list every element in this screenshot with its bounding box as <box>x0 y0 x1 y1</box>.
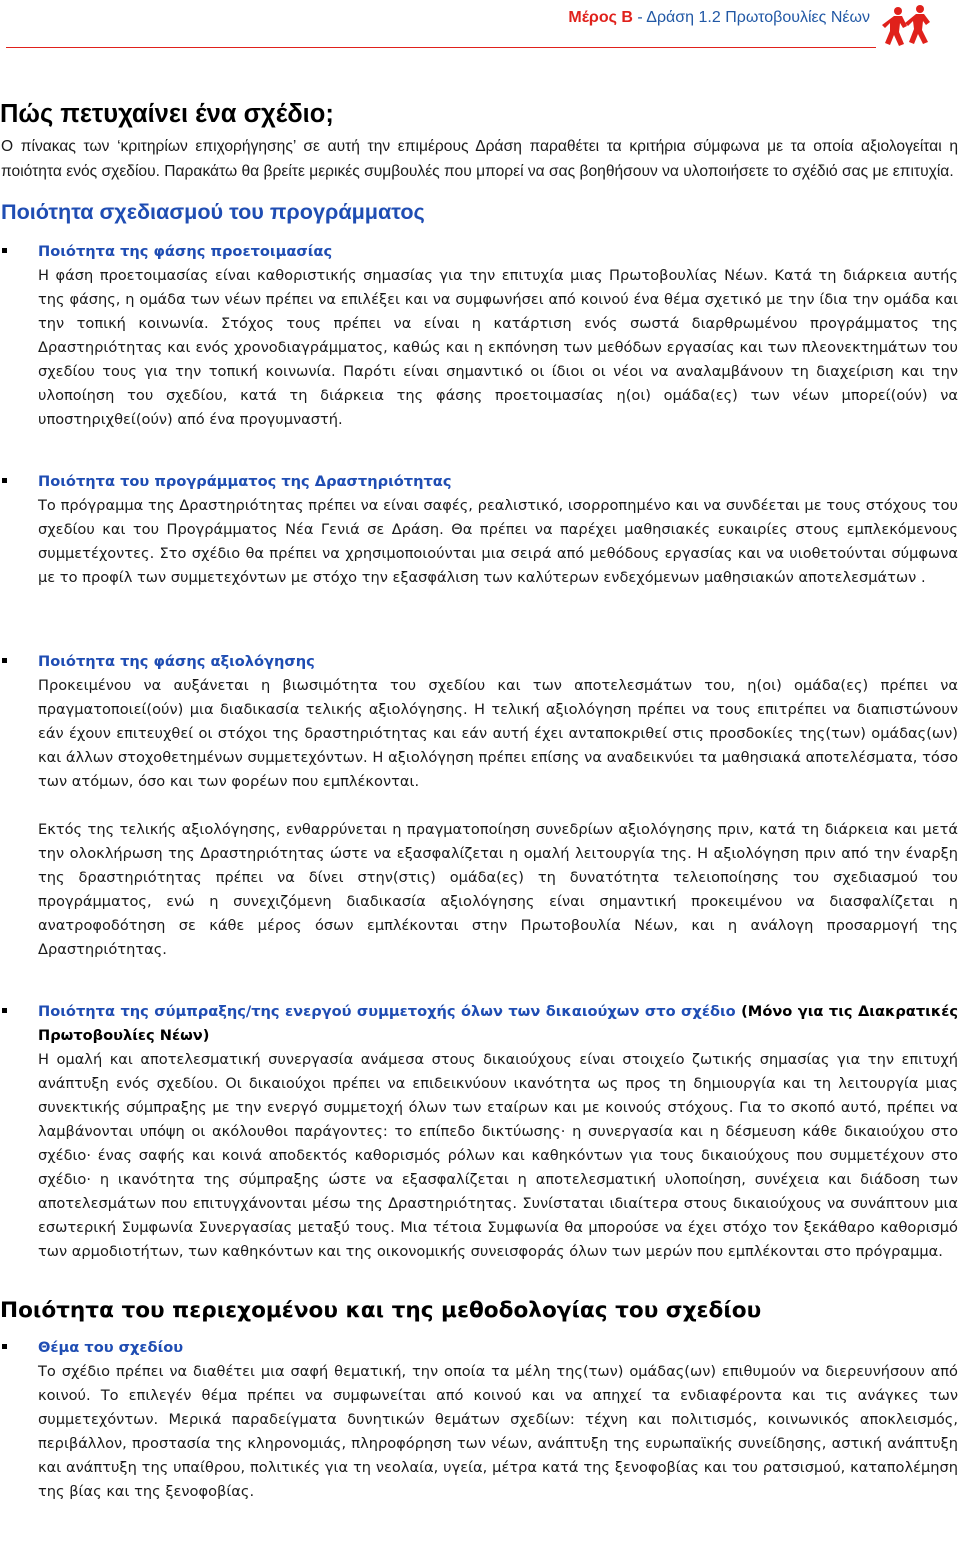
youth-figures-logo-icon <box>880 4 934 48</box>
running-header <box>568 9 870 27</box>
item-body: Η φάση προετοιμασίας είναι καθοριστικής σημασίας για την επιτυχία μιας Πρωτοβουλίας Νέων. Κατά τη διάρκεια αυτής της φάσης, η ομάδα των νέων πρέπει να επιλέξει και να συμφωνήσει από κοινού ένα θέμα σχετικό με την ίδια την ομάδα και την τοπική κοινωνία. Στόχος τους πρέπει να είναι η κατάρτιση ενός σωστά διαρθρωμένου προγράμματος της Δραστηριότητας και ενός χρονοδιαγράμματος, καθώς και η εκπόνηση των μεθόδων εργασίας και των πλεονεκτημάτων του σχεδίου τους για την τοπική κοινωνία. Παρότι είναι σημαντικό οι ίδιοι οι νέοι να αναλαμβάνουν τη διαχείριση και την υλοποίηση του σχεδίου, κατά τη διάρκεια της φάσης προετοιμασίας η(οι) ομάδα(ες) των νέων μπορεί(ούν) να υποστηριχθεί(ούν) από ένα προγυμναστή. <box>38 267 958 428</box>
section-heading-design-quality: Ποιότητα σχεδιασμού του προγράμματος <box>1 199 425 224</box>
item-body: Προκειμένου να αυξάνεται η βιωσιμότητα του σχεδίου και των αποτελεσμάτων του, η(οι) ομάδα(ες) πρέπει να πραγματοποιεί(ούν) μια διαδικασία τελικής αξιολόγησης. Η τελική αξιολόγηση πρέπει να τους επιτρέπει να διαπιστώνουν εάν έχουν επιτευχθεί οι στόχοι της δραστηριότητας και εάν αυτή έχει ανταποκριθεί στις προσδοκίες της(των) ομάδας(ων) και άλλων στοχοθετημένων συμμετεχόντων. Η αξιολόγηση πρέπει επίσης να αναδεικνύει τα μαθησιακά αποτελέσματα, τόσο των ατόμων, όσο και των φορέων που εμπλέκονται. <box>38 677 958 790</box>
item-body-continued: Εκτός της τελικής αξιολόγησης, ενθαρρύνεται η πραγματοποίηση συνεδρίων αξιολόγησης πριν, κατά τη διάρκεια και μετά την ολοκλήρωση της Δραστηριότητας ώστε να εξασφαλίζεται η ομαλή λειτουργία της. Η αξιολόγηση πριν από την έναρξη της δραστηριότητας πρέπει να δίνει στην(στις) ομάδα(ες) τη δυνατότητα τελειοποίησης του σχεδιασμού του προγράμματος, ενώ η συνεχιζόμενη διαδικασία αξιολόγησης είναι σημαντική προκειμένου να διασφαλίζεται η ανατροφοδότηση σε κάθε μέρος όσων εμπλέκονται στην Πρωτοβουλία Νέων, και η ανάλογη προσαρμογή της Δραστηριότητας. <box>38 821 958 958</box>
item-title-main: Ποιότητα της σύμπραξης/της ενεργού συμμετοχής όλων των δικαιούχων στο σχέδιο <box>38 1003 736 1020</box>
item-body: Η ομαλή και αποτελεσματική συνεργασία ανάμεσα στους δικαιούχους είναι στοιχείο ζωτικής σημασίας για την επιτυχή ανάπτυξη ενός σχεδίου. Οι δικαιούχοι πρέπει να επιδεικνύουν ικανότητα ως προς τη δημιουργία και τη λειτουργία μιας συνεκτικής σύμπραξης με την ενεργό συμμετοχή όλων των εταίρων και με κοινούς στόχους. Για το σκοπό αυτό, πρέπει να λαμβάνονται υπόψη οι ακόλουθοι παράγοντες: το επίπεδο δικτύωσης· η συνεργασία και η δέσμευση κάθε δικαιούχου στο σχέδιο· ένας σαφής και κοινά αποδεκτός καθορισμός ρόλων και καθηκόντων για τους δικαιούχους που συμμετέχουν στο σχέδιο· η ικανότητα της σύμπραξης ώστε να εξασφαλίζεται η αποτελεσματική υλοποίηση, συνέχεια και διάδοση των αποτελεσμάτων που επιτυγχάνονται μέσω της Δραστηριότητας. Συνίσταται ιδιαίτερα στους δικαιούχους να συνάπτουν μια εσωτερική Συμφωνία Συνεργασίας μεταξύ τους. Μια τέτοια Συμφωνία θα μπορούσε να έχει στόχο τον ξεκάθαρο καθορισμό των αρμοδιοτήτων, των καθηκόντων και της οικονομικής συνεισφοράς όλων των μερών που εμπλέκονται στο πρόγραμμα. <box>38 1051 958 1260</box>
bullet-icon <box>2 1344 7 1349</box>
header-rule <box>6 47 876 48</box>
header-separator: - <box>632 9 647 26</box>
list-item <box>0 240 958 432</box>
header-part-label: Μέρος Β <box>568 9 633 26</box>
page-title: Πώς πετυχαίνει ένα σχέδιο; <box>0 100 334 128</box>
item-title: Ποιότητα της φάσης αξιολόγησης <box>38 653 315 670</box>
item-title <box>38 1000 958 1048</box>
item-title: Ποιότητα της φάσης προετοιμασίας <box>38 243 333 260</box>
list-item <box>0 1000 958 1264</box>
bullet-icon <box>2 658 7 663</box>
bullet-icon <box>2 478 7 483</box>
intro-paragraph: Ο πίνακας των ‘κριτηρίων επιχορήγησης’ σε αυτή την επιμέρους Δράση παραθέτει τα κριτήρια σύμφωνα με τα οποία αξιολογείται η ποιότητα ενός σχεδίου. Παρακάτω θα βρείτε μερικές συμβουλές που μπορεί να σας βοηθήσουν να υλοποιήσετε το σχέδιό σας με επιτυχία. <box>1 138 958 180</box>
bullet-icon <box>2 1008 7 1013</box>
item-body: Το πρόγραμμα της Δραστηριότητας πρέπει να είναι σαφές, ρεαλιστικό, ισορροπημένο και να συνδέεται με τους στόχους του σχεδίου και του Προγράμματος Νέα Γενιά σε Δράση. Θα πρέπει να παρέχει μαθησιακές ευκαιρίες στους εμπλεκόμενους συμμετέχοντες. Στο σχέδιο θα πρέπει να χρησιμοποιούνται μια σειρά από μεθόδους εργασίας και να υιοθετούνται σύμφωνα με το προφίλ των συμμετεχόντων με στόχο την εξασφάλιση των καλύτερων ενδεχόμενων μαθησιακών αποτελεσμάτων . <box>38 497 958 586</box>
item-body: Το σχέδιο πρέπει να διαθέτει μια σαφή θεματική, την οποία τα μέλη της(των) ομάδας(ων) επιθυμούν να διερευνήσουν από κοινού. Το επιλεγέν θέμα πρέπει να συμφωνείται από κοινού και να απηχεί τα ενδιαφέροντα και τις ανάγκες των συμμετεχόντων. Μερικά παραδείγματα δυνητικών θεμάτων σχεδίων: τέχνη και πολιτισμός, κοινωνικός αποκλεισμός, περιβάλλον, προστασία της κληρονομιάς, πληροφόρηση των νέων, ανάπτυξη της ευρωπαϊκής συνείδησης, αστική ανάπτυξη και ανάπτυξη της υπαίθρου, πολιτικές για τη νεολαία, υγεία, μέτρα κατά της ξενοφοβίας και του ρατσισμού, καταπολέμηση της βίας και της ξενοφοβίας. <box>38 1363 958 1500</box>
bullet-icon <box>2 248 7 253</box>
item-title: Θέμα του σχεδίου <box>38 1339 184 1356</box>
item-title-note: (Μόνο για τις Διακρατικές Πρωτοβουλίες Νέων) <box>38 1003 958 1044</box>
item-title: Ποιότητα του προγράμματος της Δραστηριότητας <box>38 473 452 490</box>
list-item <box>0 1336 958 1504</box>
list-item <box>0 650 958 962</box>
main-content <box>0 94 958 1504</box>
list-item <box>0 470 958 590</box>
section-heading-content-quality: Ποιότητα του περιεχομένου και της μεθοδολογίας του σχεδίου <box>0 1298 762 1323</box>
header-action-label: Δράση 1.2 Πρωτοβουλίες Νέων <box>646 9 870 26</box>
